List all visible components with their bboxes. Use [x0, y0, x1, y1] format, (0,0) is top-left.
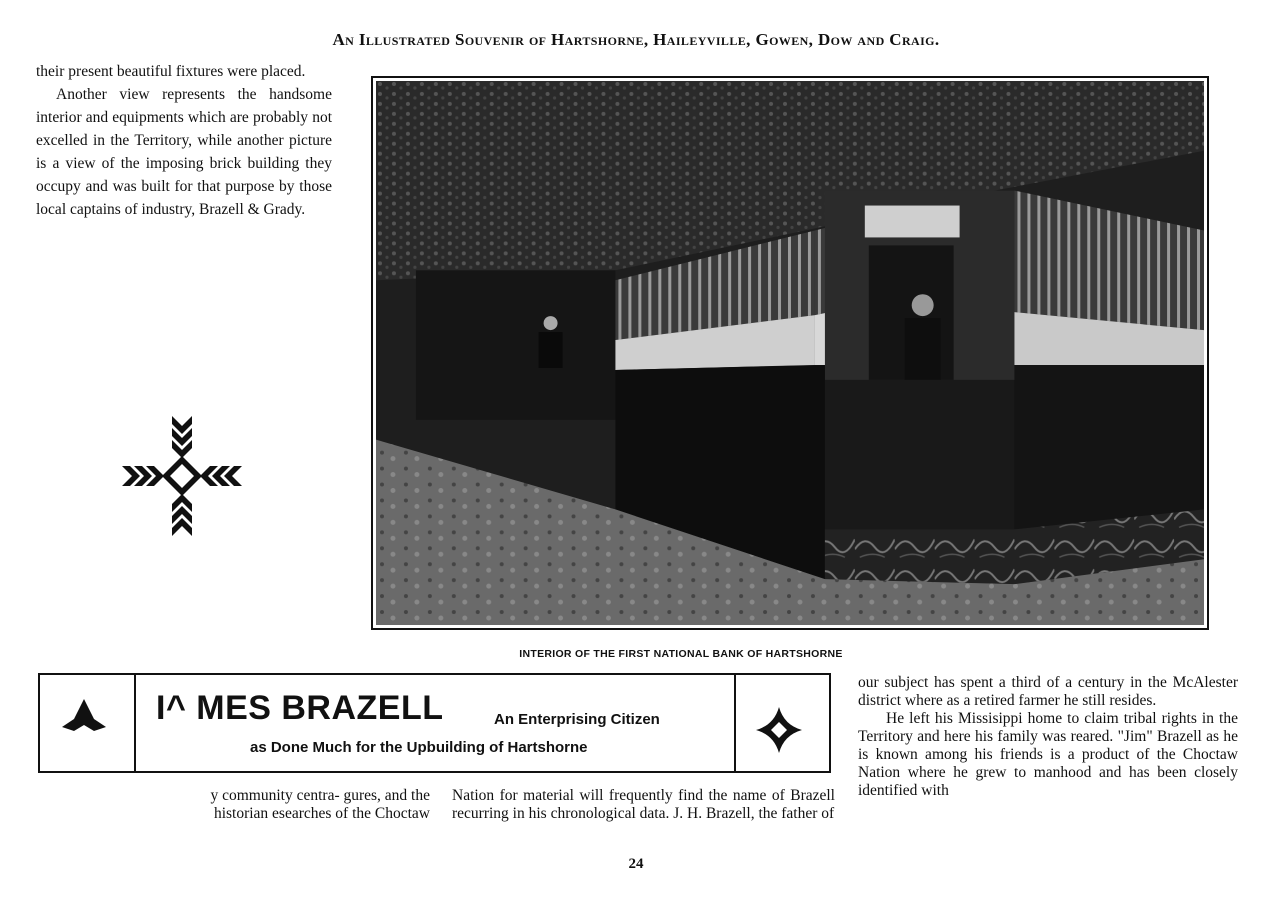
article-column-a: [190, 787, 430, 823]
cross-ornament-icon: [118, 412, 246, 540]
fleuron-right-icon: [754, 705, 804, 755]
column-c-paragraph-1: our subject has spent a third of a century in the McAlester district where as a retired farmer he still resides.: [858, 674, 1238, 709]
article-title: I^ MES BRAZELL: [156, 689, 444, 727]
banner-rule: [734, 675, 736, 771]
intro-paragraph-2: Another view represents the handsome interior and equipments which are probably not excelled in the Territory, while another picture is a view of the imposing brick building they occupy and was built for that purpose by those local captains of industry, Brazell & Grady.: [36, 86, 332, 218]
article-column-c: [858, 674, 1238, 800]
banner-rule: [38, 675, 40, 771]
intro-paragraph-1: their present beautiful fixtures were placed.: [36, 63, 306, 80]
banner-rule: [134, 675, 136, 771]
banner-rule: [829, 675, 831, 771]
photo-caption: INTERIOR OF THE FIRST NATIONAL BANK OF HARTSHORNE: [519, 648, 843, 660]
article-column-b: [452, 787, 835, 823]
running-head: An Illustrated Souvenir of Hartshorne, Haileyville, Gowen, Dow and Craig.: [332, 30, 940, 49]
article-subtitle-2: as Done Much for the Upbuilding of Hartshorne: [250, 739, 588, 756]
article-subtitle-1: An Enterprising Citizen: [494, 711, 660, 728]
article-banner: [38, 673, 831, 773]
fleuron-left-icon: [60, 697, 108, 737]
column-a-text: y community centra- gures, and the historian esearches of the Choctaw: [210, 787, 430, 822]
column-c-paragraph-2: He left his Missisippi home to claim tribal rights in the Territory and here his family was reared. "Jim" Brazell as he is known among his friends is a product of the Choctaw Nation where he grew to manhood and has been closely identified with: [858, 710, 1238, 799]
column-b-text: Nation for material will frequently find the name of Brazell recurring in his chronological data. J. H. Brazell, the father of: [452, 787, 835, 822]
bank-interior-photo: [371, 76, 1209, 630]
intro-column: [36, 60, 332, 221]
page-number: 24: [628, 856, 644, 872]
